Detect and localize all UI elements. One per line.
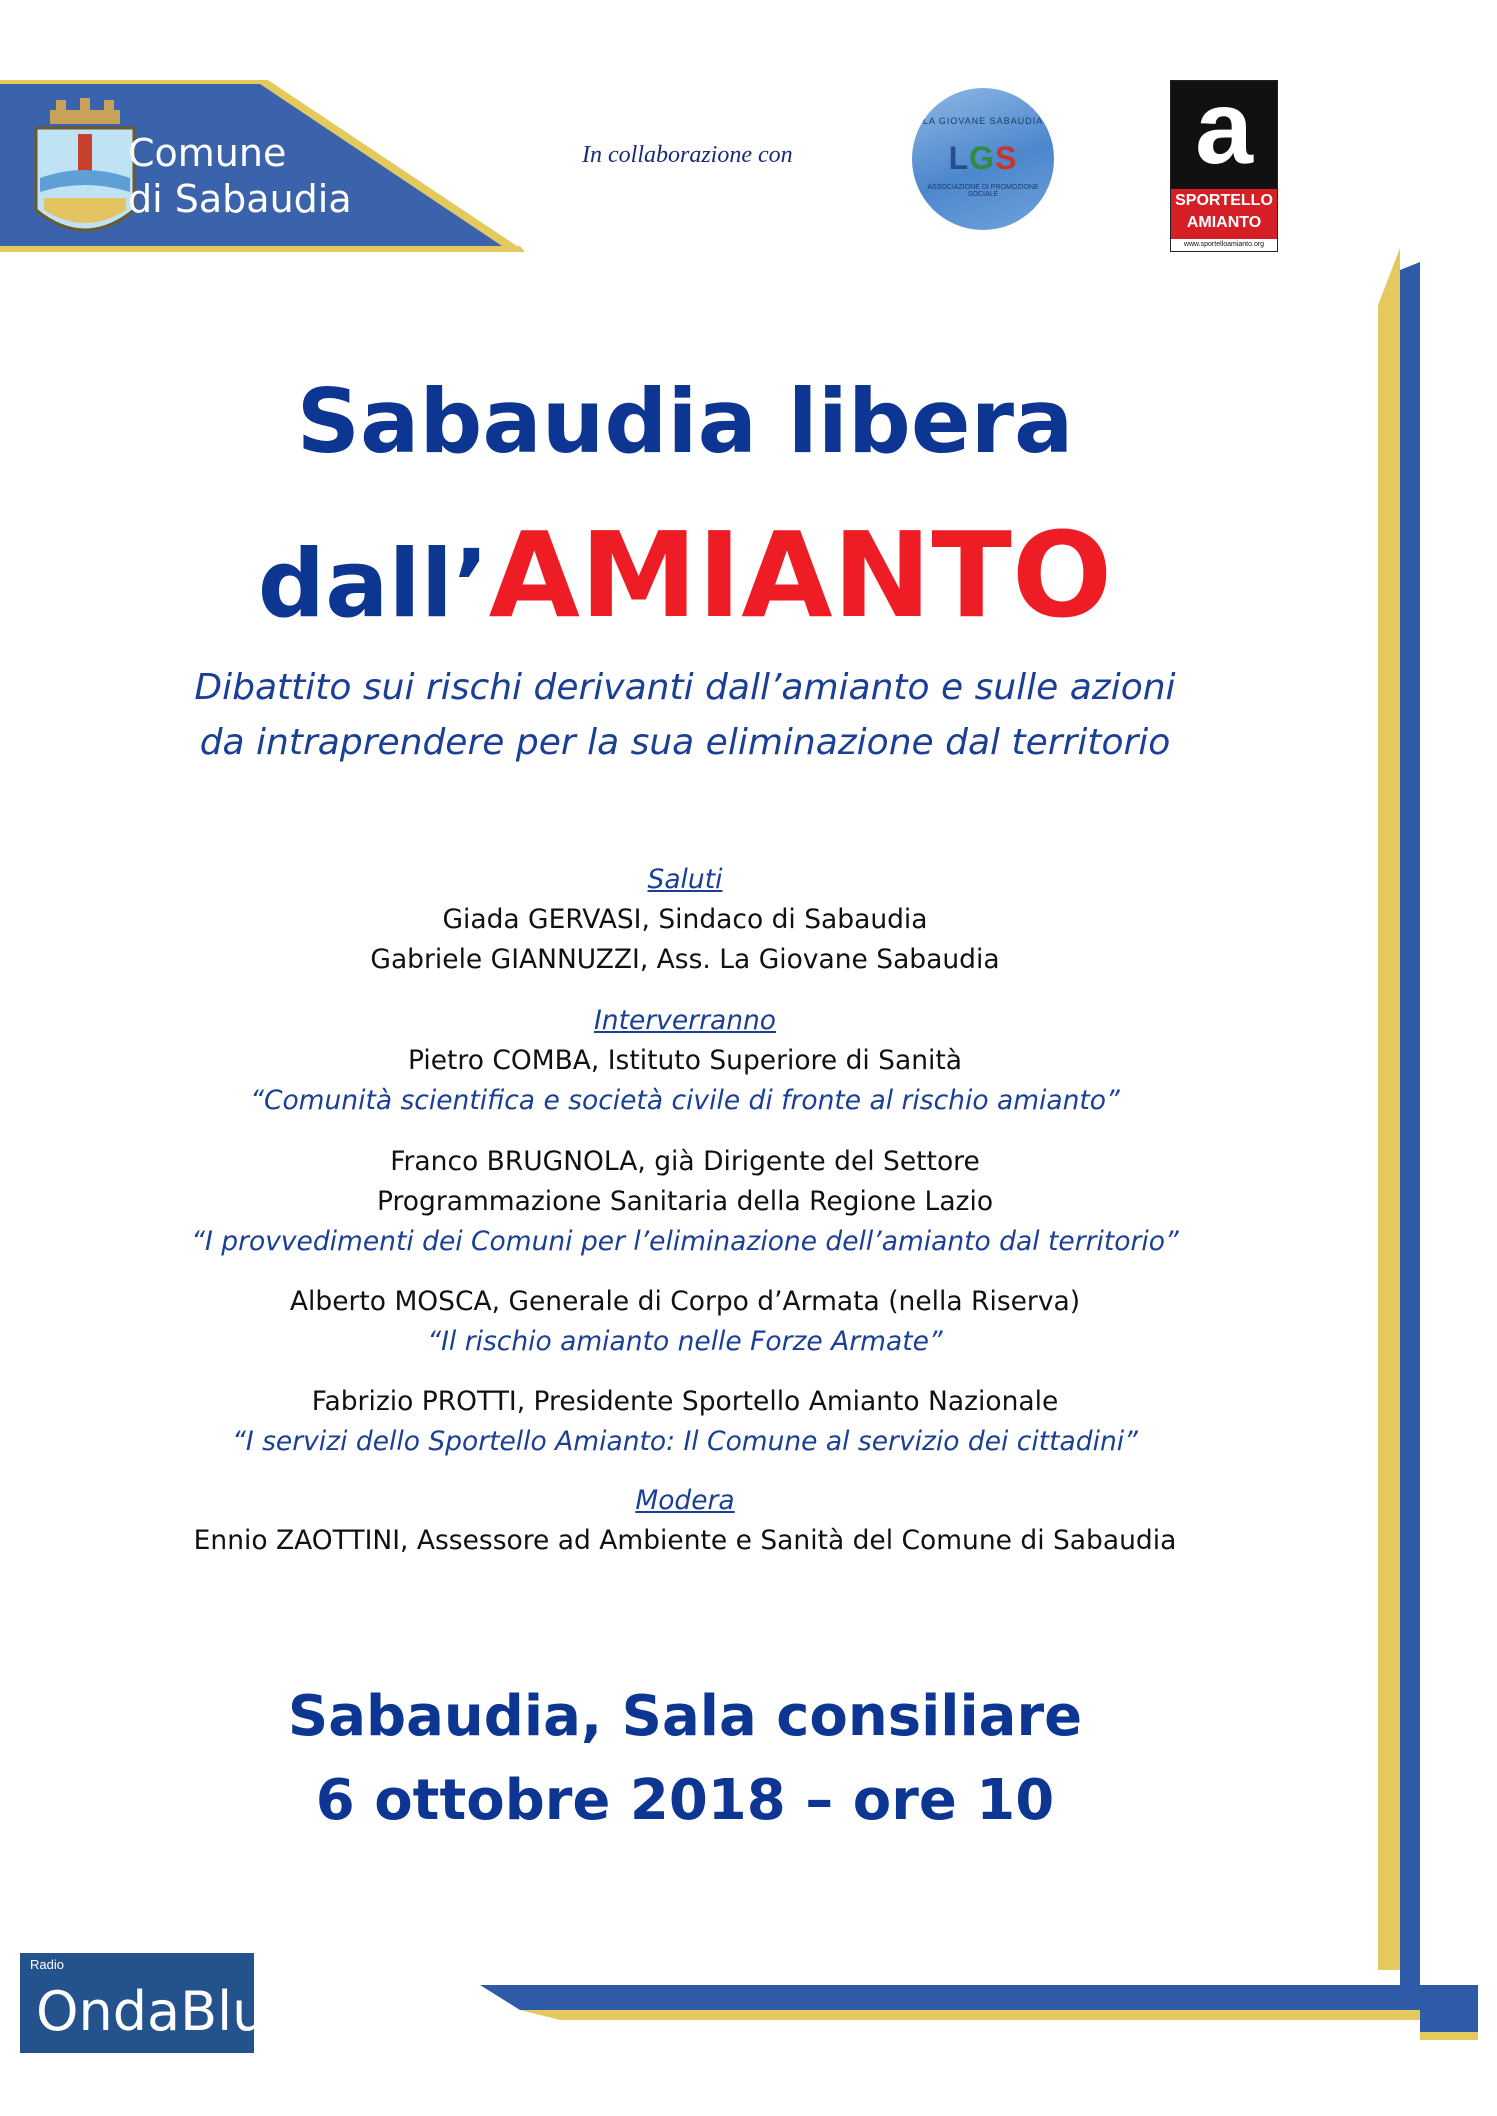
modera-heading: Modera	[635, 1485, 735, 1516]
comune-name	[128, 130, 352, 222]
radio-small-label: Radio	[30, 1957, 64, 1972]
subtitle-line1: Dibattito sui rischi derivanti dall’amianto e sulle azioni	[194, 667, 1176, 708]
lgs-letter-s: S	[995, 140, 1018, 176]
speaker1-talk: “Comunità scientifica e società civile di fronte al rischio amianto”	[250, 1085, 1120, 1116]
venue: Sabaudia, Sala consiliare	[287, 1684, 1083, 1749]
radio-name: OndaBlu	[36, 1980, 267, 2043]
speaker2-line2: Programmazione Sanitaria della Regione Lazio	[376, 1186, 994, 1217]
sportello-letter: a	[1195, 70, 1253, 186]
comune-line2: di Sabaudia	[128, 177, 352, 221]
event-date: 6 ottobre 2018 – ore 10	[315, 1768, 1055, 1833]
lgs-top-text: LA GIOVANE SABAUDIA	[922, 116, 1044, 126]
saluti-2: Gabriele GIANNUZZI, Ass. La Giovane Sabaudia	[370, 944, 1000, 975]
title-line2	[120, 506, 1250, 644]
saluti-1: Giada GERVASI, Sindaco di Sabaudia	[442, 904, 928, 935]
collaboration-label: In collaborazione con	[582, 142, 793, 168]
coat-of-arms-icon	[36, 98, 134, 230]
subtitle-line2: da intraprendere per la sua eliminazione dal territorio	[199, 722, 1171, 763]
speaker3-talk: “Il rischio amianto nelle Forze Armate”	[427, 1326, 943, 1357]
sportello-amianto-logo	[1170, 70, 1278, 252]
lgs-logo	[912, 88, 1054, 230]
lgs-letter-g: G	[969, 140, 996, 176]
title-highlight: AMIANTO	[488, 506, 1113, 644]
speaker3: Alberto MOSCA, Generale di Corpo d’Armata (nella Riserva)	[289, 1286, 1081, 1317]
title-line1: Sabaudia libera	[296, 370, 1074, 473]
interverranno-heading: Interverranno	[593, 1005, 777, 1036]
speaker2-talk: “I provvedimenti dei Comuni per l’eliminazione dell’amianto dal territorio”	[191, 1226, 1179, 1257]
speaker1: Pietro COMBA, Istituto Superiore di Sanità	[407, 1045, 963, 1076]
speaker4-talk: “I servizi dello Sportello Amianto: Il Comune al servizio dei cittadini”	[232, 1426, 1138, 1457]
comune-line1: Comune	[128, 131, 287, 175]
sportello-line2: AMIANTO	[1186, 214, 1262, 231]
lgs-letter-l: L	[948, 140, 970, 176]
speaker2-line1: Franco BRUGNOLA, già Dirigente del Settore	[390, 1146, 980, 1177]
sportello-line1: SPORTELLO	[1175, 192, 1273, 209]
lgs-acronym	[912, 140, 1054, 177]
lgs-bottom-text: ASSOCIAZIONE DI PROMOZIONE SOCIALE	[927, 184, 1039, 198]
title-prefix: dall’	[257, 530, 489, 639]
radio-ondablu-logo	[20, 1953, 267, 2053]
sportello-url: www.sportelloamianto.org	[1171, 239, 1277, 251]
moderator: Ennio ZAOTTINI, Assessore ad Ambiente e Sanità del Comune di Sabaudia	[193, 1525, 1177, 1556]
saluti-heading: Saluti	[647, 864, 723, 895]
subtitle	[120, 660, 1250, 770]
speaker4: Fabrizio PROTTI, Presidente Sportello Amianto Nazionale	[311, 1386, 1059, 1417]
